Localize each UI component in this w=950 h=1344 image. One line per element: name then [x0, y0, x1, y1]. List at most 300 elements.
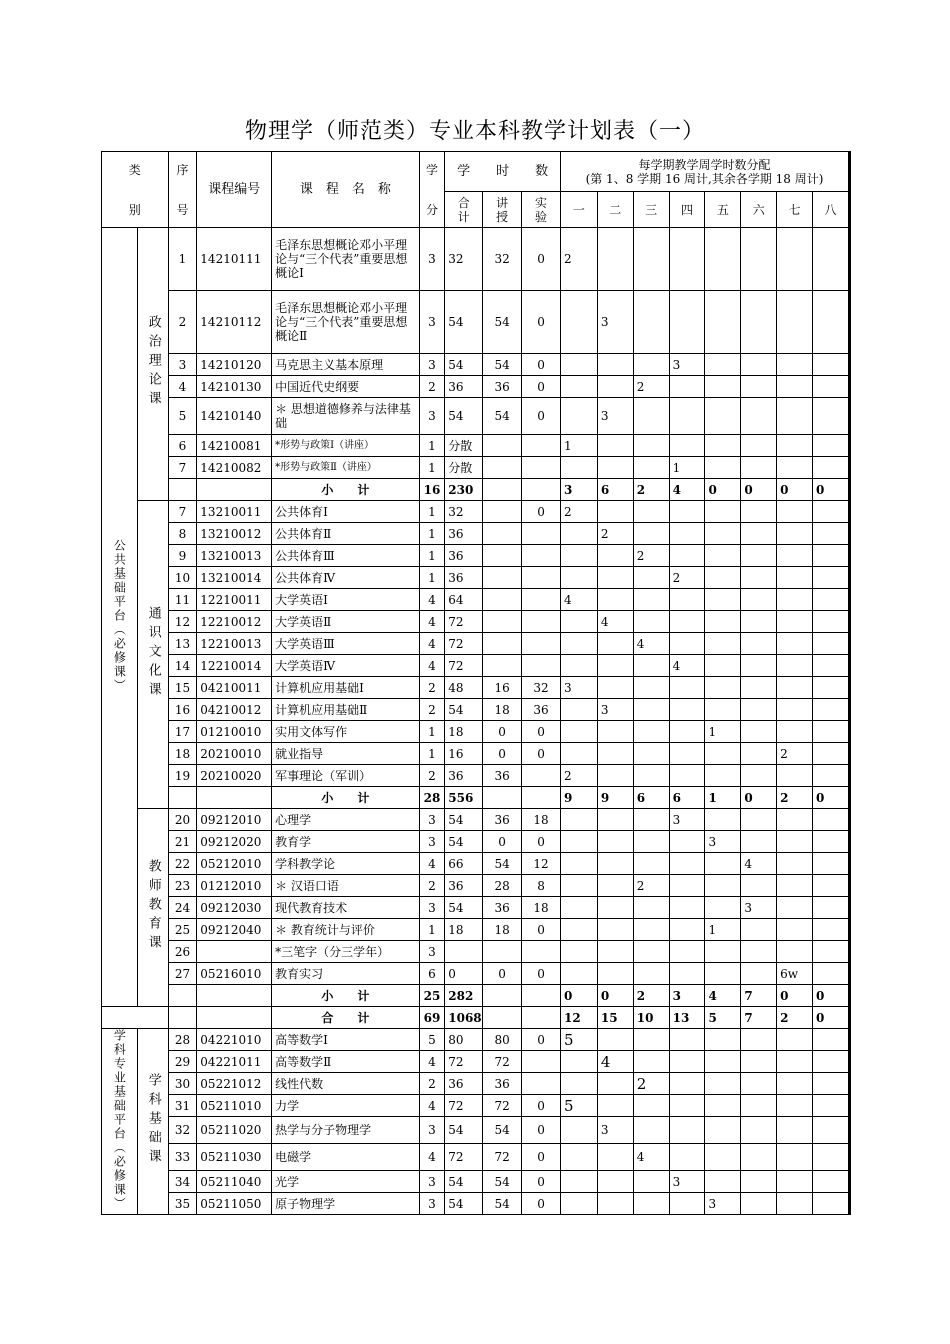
- semester-8-cell: [813, 545, 850, 567]
- summary-row: [102, 787, 850, 809]
- lecture-cell: 80: [483, 1029, 522, 1051]
- name-cell: 线性代数: [272, 1073, 420, 1095]
- semester-5-cell: [705, 398, 741, 435]
- header-semester-3: 三: [633, 192, 669, 228]
- semester-8-cell: [813, 831, 850, 853]
- lab-cell: [522, 765, 561, 787]
- semester-8-cell: [813, 699, 850, 721]
- semester-1-cell: [561, 291, 598, 354]
- group-public-label: 公共基础平台（必修课）: [112, 538, 127, 693]
- semester-7-cell: [777, 457, 813, 479]
- semester-2-cell: [597, 677, 633, 699]
- semester-2-cell: [597, 809, 633, 831]
- semester-8-cell: [813, 1095, 850, 1117]
- semester-3-cell: 2: [633, 985, 669, 1007]
- header-hours: 学 时 数: [445, 152, 561, 192]
- total-cell: 36: [445, 376, 483, 398]
- semester-4-cell: [669, 435, 705, 457]
- semester-3-cell: [633, 228, 669, 291]
- total-cell: 36: [445, 765, 483, 787]
- name-cell: 学科教学论: [272, 853, 420, 875]
- semester-7-cell: [777, 655, 813, 677]
- semester-4-cell: [669, 376, 705, 398]
- credit-cell: 2: [419, 677, 445, 699]
- table-row: [102, 545, 850, 567]
- lecture-cell: [483, 479, 522, 501]
- table-row: [102, 1144, 850, 1171]
- credit-cell: 3: [419, 354, 445, 376]
- table-row: [102, 398, 850, 435]
- semester-5-cell: [705, 897, 741, 919]
- credit-cell: 3: [419, 941, 445, 963]
- semester-7-cell: [777, 611, 813, 633]
- semester-4-cell: [669, 1073, 705, 1095]
- table-row: [102, 765, 850, 787]
- header-category: [102, 152, 169, 228]
- lab-cell: [522, 435, 561, 457]
- semester-2-cell: [597, 435, 633, 457]
- table-row: [102, 809, 850, 831]
- credit-cell: 3: [419, 831, 445, 853]
- code-cell: 04210011: [197, 677, 272, 699]
- semester-4-cell: [669, 291, 705, 354]
- total-cell: 54: [445, 897, 483, 919]
- semester-4-cell: [669, 941, 705, 963]
- semester-4-cell: [669, 501, 705, 523]
- header-category-bottom: 别: [128, 202, 141, 217]
- semester-3-cell: 10: [633, 1007, 669, 1029]
- semester-4-cell: [669, 853, 705, 875]
- code-cell: 13210013: [197, 545, 272, 567]
- semester-2-cell: [597, 633, 633, 655]
- semester-7-cell: [777, 765, 813, 787]
- semester-4-cell: 3: [669, 809, 705, 831]
- semester-7-cell: [777, 567, 813, 589]
- code-cell: 05211030: [197, 1144, 272, 1171]
- semester-7-cell: [777, 699, 813, 721]
- name-cell: 就业指导: [272, 743, 420, 765]
- semester-3-cell: 2: [633, 875, 669, 897]
- semester-4-cell: 2: [669, 567, 705, 589]
- semester-1-cell: 9: [561, 787, 598, 809]
- semester-2-cell: [597, 743, 633, 765]
- seq-cell: 31: [168, 1095, 197, 1117]
- semester-7-cell: [777, 1171, 813, 1193]
- semester-1-cell: [561, 1144, 598, 1171]
- name-cell: *三笔字（分三学年）: [272, 941, 420, 963]
- code-cell: 05211050: [197, 1193, 272, 1215]
- semester-8-cell: [813, 611, 850, 633]
- seq-cell: 2: [168, 291, 197, 354]
- table-body: [102, 152, 850, 1215]
- table-row: [102, 457, 850, 479]
- lecture-cell: 36: [483, 897, 522, 919]
- semester-3-cell: [633, 611, 669, 633]
- total-cell: 282: [445, 985, 483, 1007]
- credit-cell: 1: [419, 721, 445, 743]
- seq-cell: 1: [168, 228, 197, 291]
- lab-cell: [522, 523, 561, 545]
- name-cell: 马克思主义基本原理: [272, 354, 420, 376]
- table-row: [102, 919, 850, 941]
- semester-1-cell: 3: [561, 479, 598, 501]
- semester-8-cell: [813, 398, 850, 435]
- name-cell: 实用文体写作: [272, 721, 420, 743]
- lecture-cell: [483, 633, 522, 655]
- total-cell: 72: [445, 1051, 483, 1073]
- header-semester-2: 二: [597, 192, 633, 228]
- semester-4-cell: [669, 831, 705, 853]
- table-row: [102, 875, 850, 897]
- seq-cell: 18: [168, 743, 197, 765]
- semester-2-cell: [597, 831, 633, 853]
- semester-1-cell: [561, 919, 598, 941]
- lab-cell: [522, 457, 561, 479]
- total-cell: 556: [445, 787, 483, 809]
- semester-5-cell: [705, 376, 741, 398]
- credit-cell: 2: [419, 376, 445, 398]
- credit-cell: 1: [419, 567, 445, 589]
- semester-2-cell: 3: [597, 291, 633, 354]
- semester-6-cell: [741, 611, 777, 633]
- credit-cell: 3: [419, 897, 445, 919]
- semester-2-cell: [597, 897, 633, 919]
- table-row: [102, 291, 850, 354]
- semester-1-cell: [561, 809, 598, 831]
- credit-cell: 1: [419, 743, 445, 765]
- semester-5-cell: [705, 1171, 741, 1193]
- semester-1-cell: [561, 831, 598, 853]
- lecture-cell: [483, 787, 522, 809]
- summary-row: [102, 479, 850, 501]
- semester-6-cell: [741, 1144, 777, 1171]
- semester-1-cell: [561, 655, 598, 677]
- table-row: [102, 567, 850, 589]
- semester-7-cell: [777, 875, 813, 897]
- semester-4-cell: 6: [669, 787, 705, 809]
- lecture-cell: 28: [483, 875, 522, 897]
- semester-6-cell: 3: [741, 897, 777, 919]
- semester-3-cell: [633, 567, 669, 589]
- code-cell: 04210012: [197, 699, 272, 721]
- total-cell: 54: [445, 699, 483, 721]
- semester-1-cell: [561, 1051, 598, 1073]
- lecture-cell: 36: [483, 809, 522, 831]
- semester-5-cell: [705, 875, 741, 897]
- seq-cell: 22: [168, 853, 197, 875]
- semester-2-cell: [597, 1095, 633, 1117]
- credit-cell: 4: [419, 633, 445, 655]
- credit-cell: 2: [419, 765, 445, 787]
- seq-cell: 34: [168, 1171, 197, 1193]
- semester-1-cell: [561, 897, 598, 919]
- credit-cell: 4: [419, 589, 445, 611]
- semester-3-cell: [633, 743, 669, 765]
- seq-cell: 16: [168, 699, 197, 721]
- semester-4-cell: 3: [669, 985, 705, 1007]
- semester-6-cell: [741, 765, 777, 787]
- semester-8-cell: [813, 1029, 850, 1051]
- semester-6-cell: [741, 743, 777, 765]
- semester-1-cell: [561, 941, 598, 963]
- semester-6-cell: [741, 633, 777, 655]
- semester-5-cell: [705, 567, 741, 589]
- semester-1-cell: [561, 457, 598, 479]
- semester-6-cell: [741, 457, 777, 479]
- semester-6-cell: [741, 354, 777, 376]
- code-cell: 13210012: [197, 523, 272, 545]
- semester-2-cell: 2: [597, 523, 633, 545]
- total-cell: 80: [445, 1029, 483, 1051]
- code-cell: 13210014: [197, 567, 272, 589]
- lab-cell: [522, 567, 561, 589]
- semester-1-cell: 2: [561, 765, 598, 787]
- name-cell: 热学与分子物理学: [272, 1117, 420, 1144]
- semester-8-cell: [813, 853, 850, 875]
- table-row: [102, 1029, 850, 1051]
- semester-5-cell: [705, 633, 741, 655]
- name-cell: 小 计: [272, 985, 420, 1007]
- semester-2-cell: [597, 1193, 633, 1215]
- total-cell: 36: [445, 567, 483, 589]
- total-cell: 48: [445, 677, 483, 699]
- semester-3-cell: [633, 941, 669, 963]
- lab-cell: [522, 655, 561, 677]
- lecture-cell: [483, 1007, 522, 1029]
- semester-7-cell: [777, 291, 813, 354]
- header-seq-top: 序: [176, 162, 189, 177]
- name-cell: 大学英语Ⅱ: [272, 611, 420, 633]
- semester-8-cell: [813, 1193, 850, 1215]
- total-cell: 32: [445, 501, 483, 523]
- credit-cell: 2: [419, 699, 445, 721]
- semester-7-cell: [777, 1073, 813, 1095]
- group-politics-label: 政治理论课: [145, 315, 161, 410]
- name-cell: 小 计: [272, 479, 420, 501]
- credit-cell: 3: [419, 1193, 445, 1215]
- semester-7-cell: [777, 919, 813, 941]
- table-row: [102, 376, 850, 398]
- total-cell: 66: [445, 853, 483, 875]
- group-total-label: [102, 1007, 169, 1029]
- lab-cell: 0: [522, 1117, 561, 1144]
- semester-3-cell: [633, 457, 669, 479]
- semester-2-cell: [597, 1073, 633, 1095]
- semester-4-cell: 4: [669, 479, 705, 501]
- semester-8-cell: [813, 501, 850, 523]
- semester-4-cell: 3: [669, 354, 705, 376]
- seq-cell: 21: [168, 831, 197, 853]
- table-row: [102, 1051, 850, 1073]
- total-cell: 230: [445, 479, 483, 501]
- name-cell: 公共体育Ⅳ: [272, 567, 420, 589]
- seq-cell: [168, 985, 197, 1007]
- seq-cell: 14: [168, 655, 197, 677]
- header-semester-4: 四: [669, 192, 705, 228]
- lecture-cell: [483, 523, 522, 545]
- semester-7-cell: 0: [777, 985, 813, 1007]
- semester-4-cell: [669, 545, 705, 567]
- seq-cell: 20: [168, 809, 197, 831]
- credit-cell: 4: [419, 1144, 445, 1171]
- semester-4-cell: [669, 523, 705, 545]
- group-public: [102, 228, 138, 1007]
- semester-2-cell: [597, 963, 633, 985]
- name-cell: 毛泽东思想概论邓小平理论与“三个代表”重要思想概论Ⅰ: [272, 228, 420, 291]
- table-row: [102, 1171, 850, 1193]
- lab-cell: 0: [522, 1029, 561, 1051]
- semester-4-cell: [669, 919, 705, 941]
- name-cell: 现代教育技术: [272, 897, 420, 919]
- semester-8-cell: [813, 228, 850, 291]
- semester-1-cell: 5: [561, 1095, 598, 1117]
- credit-cell: 4: [419, 1095, 445, 1117]
- semester-1-cell: [561, 523, 598, 545]
- lab-cell: 0: [522, 963, 561, 985]
- total-cell: 54: [445, 831, 483, 853]
- semester-3-cell: 4: [633, 633, 669, 655]
- semester-6-cell: [741, 567, 777, 589]
- semester-6-cell: 0: [741, 787, 777, 809]
- semester-4-cell: [669, 1144, 705, 1171]
- semester-3-cell: [633, 1193, 669, 1215]
- code-cell: 14210112: [197, 291, 272, 354]
- semester-3-cell: [633, 1051, 669, 1073]
- semester-1-cell: [561, 545, 598, 567]
- semester-8-cell: [813, 765, 850, 787]
- semester-6-cell: [741, 919, 777, 941]
- total-cell: 72: [445, 1144, 483, 1171]
- name-cell: 计算机应用基础Ⅱ: [272, 699, 420, 721]
- semester-5-cell: [705, 435, 741, 457]
- semester-8-cell: [813, 963, 850, 985]
- semester-2-cell: [597, 376, 633, 398]
- semester-3-cell: [633, 721, 669, 743]
- semester-3-cell: [633, 809, 669, 831]
- semester-3-cell: [633, 655, 669, 677]
- seq-cell: 24: [168, 897, 197, 919]
- semester-6-cell: [741, 1029, 777, 1051]
- semester-5-cell: [705, 1095, 741, 1117]
- semester-7-cell: [777, 1095, 813, 1117]
- code-cell: 09212040: [197, 919, 272, 941]
- semester-8-cell: [813, 523, 850, 545]
- semester-5-cell: [705, 457, 741, 479]
- total-cell: 54: [445, 1193, 483, 1215]
- table-row: [102, 1073, 850, 1095]
- semester-8-cell: [813, 721, 850, 743]
- semester-2-cell: [597, 721, 633, 743]
- semester-6-cell: [741, 963, 777, 985]
- total-cell: 18: [445, 721, 483, 743]
- total-cell: 54: [445, 1171, 483, 1193]
- total-cell: 36: [445, 875, 483, 897]
- table-row: [102, 1117, 850, 1144]
- semester-3-cell: [633, 1171, 669, 1193]
- lab-cell: [522, 985, 561, 1007]
- seq-cell: 17: [168, 721, 197, 743]
- lab-cell: 0: [522, 1193, 561, 1215]
- name-cell: 合 计: [272, 1007, 420, 1029]
- total-cell: 54: [445, 809, 483, 831]
- semester-2-cell: 3: [597, 699, 633, 721]
- semester-2-cell: [597, 853, 633, 875]
- semester-5-cell: 1: [705, 919, 741, 941]
- credit-cell: 28: [419, 787, 445, 809]
- semester-6-cell: [741, 376, 777, 398]
- lab-cell: 0: [522, 501, 561, 523]
- semester-5-cell: [705, 501, 741, 523]
- lab-cell: 0: [522, 376, 561, 398]
- name-cell: 原子物理学: [272, 1193, 420, 1215]
- seq-cell: 23: [168, 875, 197, 897]
- name-cell: 电磁学: [272, 1144, 420, 1171]
- semester-3-cell: [633, 435, 669, 457]
- code-cell: 20210010: [197, 743, 272, 765]
- group-teacher-label: 教师教育课: [145, 858, 161, 954]
- semester-6-cell: [741, 589, 777, 611]
- total-cell: 64: [445, 589, 483, 611]
- name-cell: *形势与政策Ⅰ（讲座）: [272, 435, 420, 457]
- semester-8-cell: [813, 655, 850, 677]
- teaching-plan-table: [101, 151, 851, 1215]
- semester-5-cell: 3: [705, 831, 741, 853]
- semester-8-cell: 0: [813, 985, 850, 1007]
- semester-4-cell: [669, 677, 705, 699]
- semester-3-cell: [633, 765, 669, 787]
- semester-6-cell: [741, 545, 777, 567]
- semester-5-cell: [705, 291, 741, 354]
- semester-5-cell: [705, 963, 741, 985]
- seq-cell: 9: [168, 545, 197, 567]
- semester-5-cell: 5: [705, 1007, 741, 1029]
- lab-cell: [522, 787, 561, 809]
- semester-3-cell: [633, 501, 669, 523]
- semester-6-cell: [741, 1117, 777, 1144]
- code-cell: 13210011: [197, 501, 272, 523]
- total-cell: 54: [445, 398, 483, 435]
- code-cell: 14210120: [197, 354, 272, 376]
- semester-6-cell: [741, 809, 777, 831]
- lecture-cell: 18: [483, 919, 522, 941]
- name-cell: 心理学: [272, 809, 420, 831]
- semester-4-cell: [669, 633, 705, 655]
- semester-2-cell: [597, 941, 633, 963]
- semester-6-cell: [741, 941, 777, 963]
- seq-cell: 5: [168, 398, 197, 435]
- lab-cell: [522, 1007, 561, 1029]
- table-row: [102, 897, 850, 919]
- semester-3-cell: 2: [633, 376, 669, 398]
- table-row: [102, 501, 850, 523]
- credit-cell: 25: [419, 985, 445, 1007]
- code-cell: [197, 479, 272, 501]
- code-cell: [197, 985, 272, 1007]
- lab-cell: 0: [522, 354, 561, 376]
- lecture-cell: [483, 435, 522, 457]
- seq-cell: 7: [168, 457, 197, 479]
- code-cell: 04221011: [197, 1051, 272, 1073]
- semester-4-cell: [669, 611, 705, 633]
- lecture-cell: 0: [483, 963, 522, 985]
- lecture-cell: 72: [483, 1051, 522, 1073]
- credit-cell: 3: [419, 228, 445, 291]
- total-cell: 18: [445, 919, 483, 941]
- semester-5-cell: [705, 743, 741, 765]
- table-row: [102, 721, 850, 743]
- lecture-cell: 0: [483, 831, 522, 853]
- semester-7-cell: 2: [777, 743, 813, 765]
